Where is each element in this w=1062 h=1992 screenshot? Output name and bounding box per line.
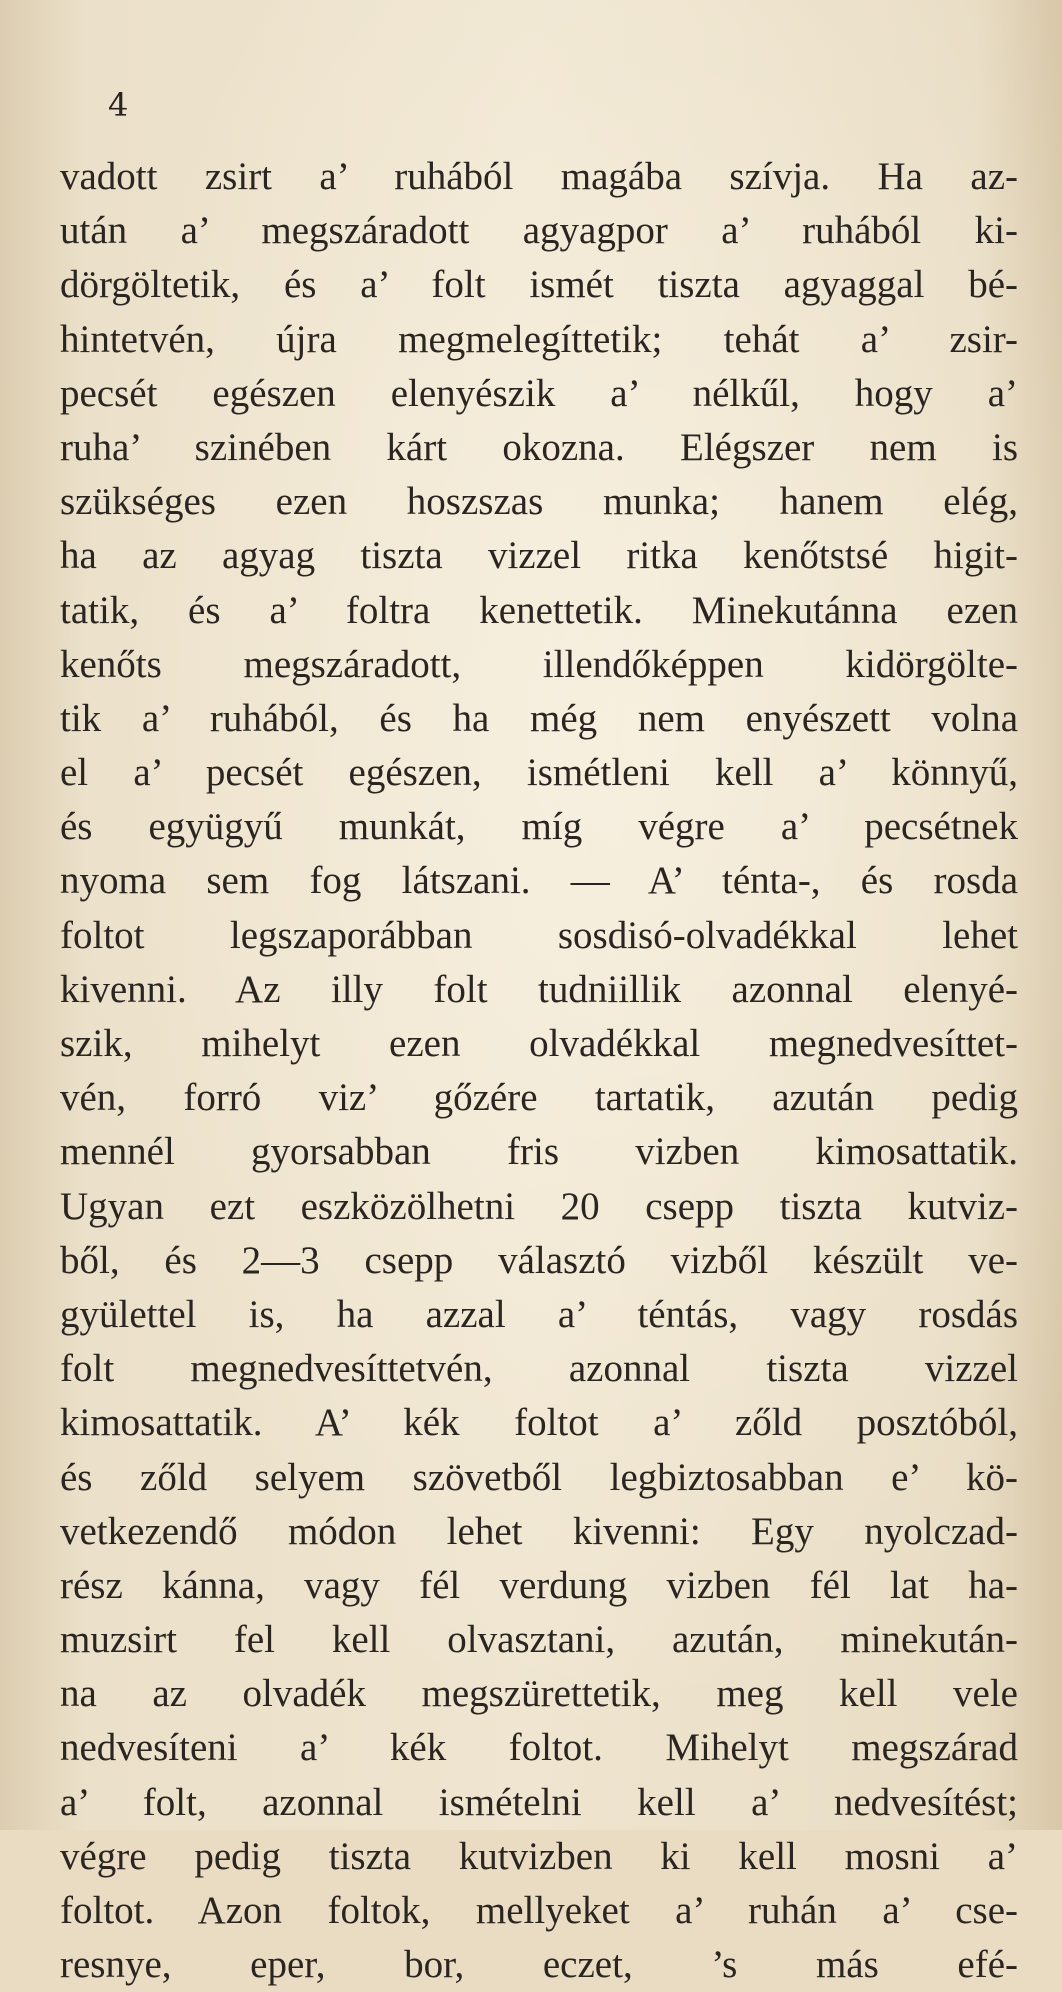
text-line: és együgyű munkát, míg végre a’ pecsétnek	[60, 805, 1018, 849]
text-line: gyülettel is, ha azzal a’ téntás, vagy rosdás	[60, 1292, 1018, 1336]
text-line: ruha’ szinében kárt okozna. Elégszer nem is	[60, 425, 1018, 469]
text-line: foltot legszaporábban sosdisó-olvadékkal lehet	[60, 913, 1018, 957]
text-line: kivenni. Az illy folt tudniillik azonnal elenyé-	[60, 967, 1018, 1011]
text-line: után a’ megszáradott agyagpor a’ ruhából ki-	[60, 209, 1018, 253]
text-line: hintetvén, újra megmelegíttetik; tehát a’ zsir-	[60, 317, 1018, 361]
text-line: vén, forró viz’ gőzére tartatik, azután pedig	[60, 1076, 1018, 1120]
text-line: pecsét egészen elenyészik a’ nélkűl, hogy a’	[60, 371, 1018, 415]
text-line: dörgöltetik, és a’ folt ismét tiszta agyaggal bé-	[60, 263, 1018, 307]
text-line: a’ folt, azonnal ismételni kell a’ nedvesítést;	[60, 1780, 1018, 1824]
body-text	[60, 150, 1018, 1992]
text-line: vadott zsirt a’ ruhából magába szívja. Ha az-	[60, 155, 1018, 198]
text-line: mennél gyorsabban fris vizben kimosattatik.	[60, 1130, 1018, 1174]
text-line: kimosattatik. A’ kék foltot a’ zőld posztóból,	[60, 1401, 1018, 1445]
text-line: ha az agyag tiszta vizzel ritka kenőtstsé higit-	[60, 534, 1018, 578]
text-line: ből, és 2—3 csepp választó vizből készült ve-	[60, 1238, 1018, 1282]
text-line: vetkezendő módon lehet kivenni: Egy nyolczad-	[60, 1509, 1018, 1553]
text-line: szik, mihelyt ezen olvadékkal megnedvesíttet-	[60, 1022, 1018, 1065]
text-line: rész kánna, vagy fél verdung vizben fél lat ha-	[60, 1563, 1018, 1607]
text-line: el a’ pecsét egészen, ismétleni kell a’ könnyű,	[60, 751, 1018, 795]
text-line: végre pedig tiszta kutvizben ki kell mosni a’	[60, 1834, 1018, 1878]
text-line: nedvesíteni a’ kék foltot. Mihelyt megszárad	[60, 1726, 1018, 1770]
text-line: és zőld selyem szövetből legbiztosabban e’ kö-	[60, 1455, 1018, 1499]
page-number: 4	[108, 86, 129, 124]
text-line: muzsirt fel kell olvasztani, azután, minekután-	[60, 1618, 1018, 1662]
text-line: szükséges ezen hoszszas munka; hanem elég,	[60, 480, 1018, 524]
text-line: folt megnedvesíttetvén, azonnal tiszta vizzel	[60, 1347, 1018, 1391]
text-line: na az olvadék megszürettetik, meg kell vele	[60, 1672, 1018, 1716]
text-line: nyoma sem fog látszani. — A’ ténta-, és rosda	[60, 859, 1018, 903]
text-line: resnye, eper, bor, eczet, ’s más efé-	[60, 1943, 1018, 1987]
text-line: tik a’ ruhából, és ha még nem enyészett volna	[60, 696, 1018, 740]
text-line: foltot. Azon foltok, mellyeket a’ ruhán a’ cse-	[60, 1889, 1018, 1932]
text-line: kenőts megszáradott, illendőképpen kidörgölte-	[60, 642, 1018, 686]
text-line: tatik, és a’ foltra kenettetik. Minekutánna ezen	[60, 588, 1018, 632]
text-line: Ugyan ezt eszközölhetni 20 csepp tiszta kutviz-	[60, 1184, 1018, 1228]
